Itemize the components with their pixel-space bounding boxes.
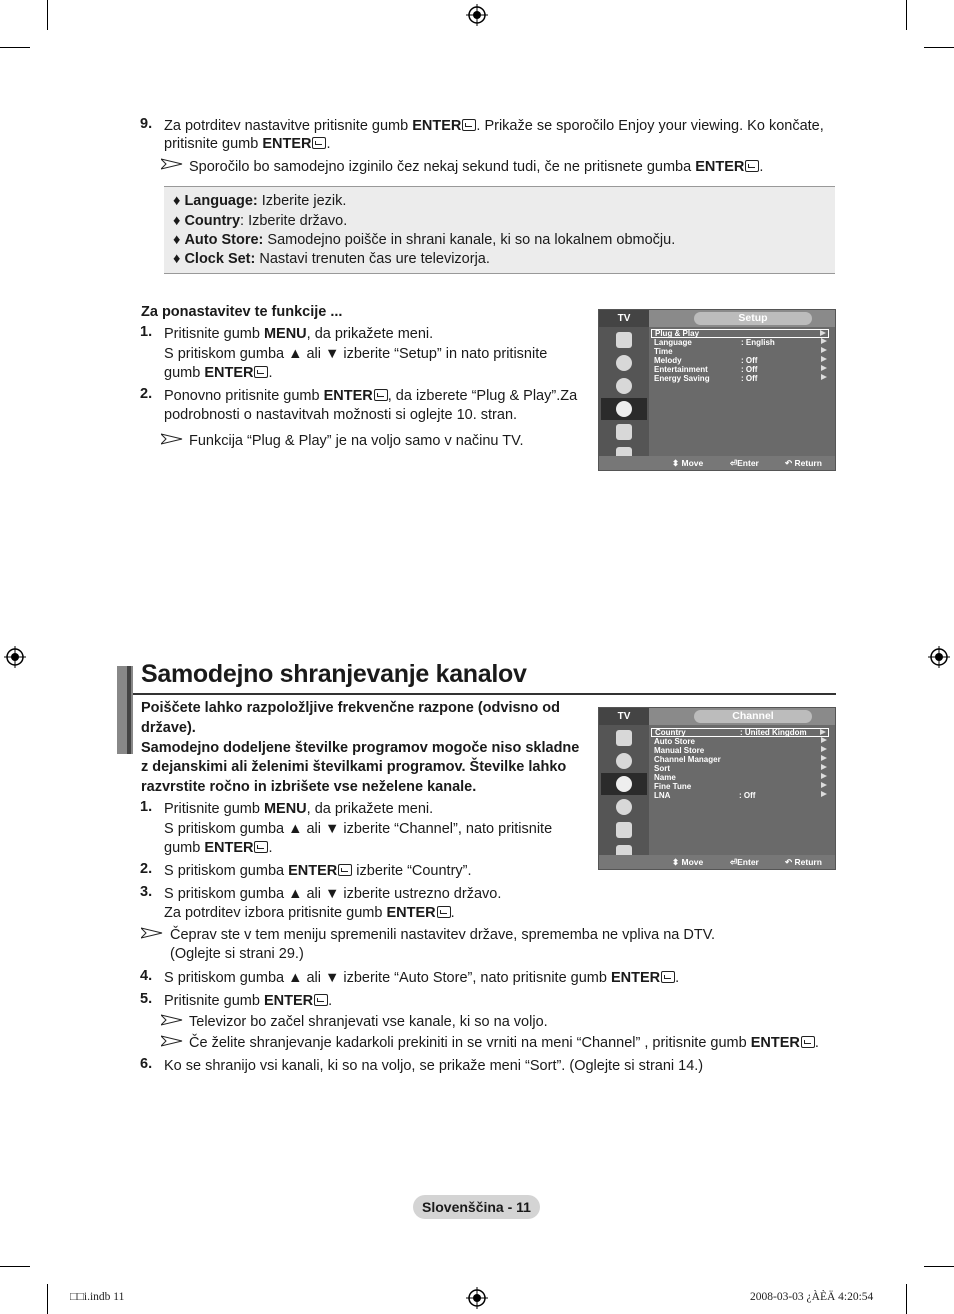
updown-arrow-icon: ⬍ bbox=[672, 458, 680, 468]
info-term: Clock Set: bbox=[184, 251, 256, 267]
step-text: Pritisnite gumb bbox=[164, 801, 264, 817]
step-text: , da izberete “Plug & Play”.Za bbox=[387, 388, 578, 404]
step-text: Ponovno pritisnite gumb bbox=[164, 388, 324, 404]
step-text: . Prikaže se sporočilo Enjoy your viewing. Ko končate, bbox=[476, 118, 824, 134]
osd-picture-icon[interactable] bbox=[601, 727, 647, 749]
enter-icon bbox=[374, 389, 388, 401]
osd-title: Channel bbox=[694, 710, 812, 723]
diamond-bullet-icon: ♦ bbox=[173, 251, 181, 267]
crop-mark bbox=[0, 1266, 30, 1267]
info-item bbox=[173, 193, 346, 209]
triangle-right-icon bbox=[821, 347, 827, 353]
info-desc: Izberite jezik. bbox=[257, 193, 347, 209]
osd-row-label: Country bbox=[655, 728, 686, 737]
crop-mark bbox=[0, 47, 30, 48]
enter-label: ENTER bbox=[610, 970, 661, 986]
note-arrow-icon bbox=[161, 433, 183, 445]
step-number: 2. bbox=[140, 386, 153, 402]
osd-row-label: Language bbox=[654, 338, 692, 347]
step-number: 6. bbox=[140, 1056, 153, 1072]
note-arrow-icon bbox=[161, 1014, 183, 1026]
enter-icon: ⏎ bbox=[730, 857, 738, 867]
reset-heading: Za ponastavitev te funkcije ... bbox=[141, 304, 343, 320]
osd-menu-row[interactable] bbox=[651, 773, 829, 782]
enter-icon bbox=[254, 366, 268, 378]
step-9-note bbox=[189, 157, 763, 177]
reset-step-1-line-2: S pritiskom gumba ▲ ali ▼ izberite “Setup” in nato pritisnite bbox=[164, 346, 548, 362]
triangle-right-icon bbox=[821, 374, 827, 380]
osd-menu-row[interactable] bbox=[651, 329, 829, 338]
osd-menu-row[interactable] bbox=[651, 737, 829, 746]
info-term: Language: bbox=[184, 193, 258, 209]
reset-step-2-line-2: podrobnosti o nastavitvah možnosti si oglejte 10. stran. bbox=[164, 407, 518, 423]
step-number: 2. bbox=[140, 861, 153, 877]
menu-label: MENU bbox=[263, 801, 307, 817]
step-text: gumb bbox=[164, 840, 205, 856]
diamond-bullet-icon: ♦ bbox=[173, 193, 181, 209]
info-desc: : Izberite državo. bbox=[240, 213, 348, 229]
step-2 bbox=[164, 861, 472, 881]
step-text: Za potrditev nastavitve pritisnite gumb bbox=[164, 118, 413, 134]
page-number-badge: Slovenščina - 11 bbox=[413, 1195, 540, 1219]
input-glyph bbox=[616, 822, 632, 838]
note-3 bbox=[189, 1033, 819, 1053]
osd-row-value: : Off bbox=[739, 791, 756, 800]
osd-row-label: Manual Store bbox=[654, 746, 705, 755]
picture-glyph bbox=[616, 332, 632, 348]
intro-line: Poiščete lahko razpoložljive frekvenčne razpone (odvisno od bbox=[141, 700, 560, 716]
osd-row-value: : United Kingdom bbox=[740, 728, 807, 737]
osd-menu-row[interactable] bbox=[651, 764, 829, 773]
return-arrow-icon: ↶ bbox=[785, 458, 793, 468]
osd-row-label: Plug & Play bbox=[655, 329, 700, 338]
sound-glyph bbox=[616, 753, 632, 769]
move-hint bbox=[672, 458, 703, 469]
info-desc: Nastavi trenuten čas ure televizorja. bbox=[255, 251, 490, 267]
step-6: Ko se shranijo vsi kanali, ki so na voljo, se prikaže meni “Sort”. (Oglejte si strani 14.) bbox=[164, 1058, 704, 1074]
note-text: Če želite shranjevanje kadarkoli prekiniti in se vrniti na meni “Channel” , pritisnite gumb bbox=[189, 1035, 751, 1051]
reset-step-2-line-1 bbox=[164, 386, 577, 406]
osd-row-label: Entertainment bbox=[654, 365, 708, 374]
reset-step-1-line-3 bbox=[164, 363, 273, 383]
enter-label: ENTER bbox=[288, 863, 338, 879]
osd-menu-row[interactable] bbox=[651, 791, 829, 800]
note-text: Sporočilo bo samodejno izginilo čez nekaj sekund tudi, če ne pritisnete gumba bbox=[189, 159, 696, 175]
triangle-right-icon bbox=[820, 330, 826, 336]
enter-label: ENTER bbox=[386, 905, 436, 921]
osd-input-icon[interactable] bbox=[601, 421, 647, 443]
osd-channel-icon[interactable] bbox=[601, 375, 647, 397]
step-9-line-1 bbox=[164, 116, 824, 136]
registration-mark-icon bbox=[928, 646, 950, 668]
osd-menu-row[interactable] bbox=[651, 356, 829, 365]
osd-menu-row[interactable] bbox=[651, 782, 829, 791]
enter-hint-label: Enter bbox=[737, 857, 759, 867]
step-text: izberite “Country”. bbox=[352, 863, 472, 879]
osd-picture-icon[interactable] bbox=[601, 329, 647, 351]
step-text: . bbox=[450, 905, 455, 921]
sound-glyph bbox=[616, 355, 632, 371]
triangle-right-icon bbox=[821, 338, 827, 344]
triangle-right-icon bbox=[821, 746, 827, 752]
osd-tv-label: TV bbox=[599, 310, 649, 327]
note-arrow-icon bbox=[161, 158, 183, 170]
registration-mark-icon bbox=[4, 646, 26, 668]
note-2: Televizor bo začel shranjevati vse kanale, ki so na voljo. bbox=[189, 1014, 548, 1030]
step-text: , da prikažete meni. bbox=[306, 326, 434, 342]
step-1-line-2: S pritiskom gumba ▲ ali ▼ izberite “Channel”, nato pritisnite bbox=[164, 821, 553, 837]
enter-label: ENTER bbox=[323, 388, 373, 404]
osd-title: Setup bbox=[694, 312, 812, 325]
step-text: . bbox=[268, 840, 273, 856]
step-number: 4. bbox=[140, 968, 153, 984]
osd-setup-icon[interactable] bbox=[601, 398, 647, 420]
diamond-bullet-icon: ♦ bbox=[173, 232, 181, 248]
crop-mark bbox=[924, 47, 954, 48]
osd-menu-row[interactable] bbox=[651, 755, 829, 764]
triangle-right-icon bbox=[821, 755, 827, 761]
info-box bbox=[164, 186, 835, 274]
osd-row-value: : English bbox=[741, 338, 775, 347]
step-text: gumb bbox=[164, 365, 205, 381]
osd-row-label: Channel Manager bbox=[654, 755, 721, 764]
enter-hint-label: Enter bbox=[737, 458, 759, 468]
triangle-right-icon bbox=[821, 365, 827, 371]
osd-row-label: LNA bbox=[654, 791, 671, 800]
osd-menu-row[interactable] bbox=[651, 338, 829, 347]
diamond-bullet-icon: ♦ bbox=[173, 213, 181, 229]
step-text: Pritisnite gumb bbox=[164, 993, 264, 1009]
enter-icon bbox=[462, 119, 476, 131]
osd-row-label: Auto Store bbox=[654, 737, 695, 746]
osd-row-label: Energy Saving bbox=[654, 374, 710, 383]
note-text: . bbox=[759, 159, 764, 175]
title-rule bbox=[133, 693, 836, 695]
osd-channel-icon[interactable] bbox=[601, 773, 647, 795]
return-label: Return bbox=[794, 458, 822, 468]
step-3-line-2 bbox=[164, 903, 455, 923]
intro-line: razvrstite ročno in izbrišete vse neželene kanale. bbox=[141, 779, 477, 795]
enter-label: ENTER bbox=[695, 159, 745, 175]
registration-mark-icon bbox=[466, 1287, 488, 1309]
note-1-line-2: (Oglejte si strani 29.) bbox=[170, 946, 304, 962]
osd-menu-row[interactable] bbox=[651, 746, 829, 755]
note-arrow-icon bbox=[161, 1035, 183, 1047]
move-label: Move bbox=[681, 857, 704, 867]
osd-bottombar bbox=[599, 456, 835, 470]
enter-icon: ⏎ bbox=[730, 458, 738, 468]
note-arrow-icon bbox=[141, 927, 163, 939]
info-item bbox=[173, 213, 347, 229]
picture-glyph bbox=[616, 730, 632, 746]
registration-mark-icon bbox=[466, 4, 488, 26]
osd-sound-icon[interactable] bbox=[601, 352, 647, 374]
step-text: S pritiskom gumba bbox=[164, 863, 289, 879]
osd-row-value: : Off bbox=[741, 374, 758, 383]
osd-menu-row[interactable] bbox=[651, 728, 829, 737]
osd-menu-row[interactable] bbox=[651, 374, 829, 383]
gear-glyph bbox=[616, 799, 632, 815]
enter-icon bbox=[661, 971, 675, 983]
step-number: 3. bbox=[140, 884, 153, 900]
intro-line: države). bbox=[141, 720, 196, 736]
osd-sidebar bbox=[599, 725, 649, 864]
triangle-right-icon bbox=[821, 773, 827, 779]
step-text: , da prikažete meni. bbox=[306, 801, 434, 817]
enter-icon bbox=[314, 994, 328, 1006]
osd-row-label: Melody bbox=[654, 356, 682, 365]
triangle-right-icon bbox=[821, 782, 827, 788]
return-arrow-icon: ↶ bbox=[785, 857, 793, 867]
enter-icon bbox=[254, 841, 268, 853]
crop-mark bbox=[47, 0, 48, 30]
step-text: Pritisnite gumb bbox=[164, 326, 264, 342]
osd-tv-label: TV bbox=[599, 708, 649, 725]
osd-row-label: Name bbox=[654, 773, 676, 782]
enter-label: ENTER bbox=[262, 136, 312, 152]
osd-sidebar bbox=[599, 327, 649, 465]
enter-icon bbox=[312, 137, 326, 149]
step-text: Za potrditev izbora pritisnite gumb bbox=[164, 905, 387, 921]
enter-icon bbox=[338, 864, 352, 876]
step-1-line-3 bbox=[164, 838, 273, 858]
step-number: 5. bbox=[140, 991, 153, 1007]
crop-mark bbox=[924, 1266, 954, 1267]
step-1-line-1 bbox=[164, 799, 433, 819]
osd-row-label: Sort bbox=[654, 764, 670, 773]
osd-menu-row[interactable] bbox=[651, 347, 829, 356]
return-hint bbox=[785, 857, 822, 868]
reset-step-1-line-1 bbox=[164, 324, 433, 344]
triangle-right-icon bbox=[820, 729, 826, 735]
enter-icon bbox=[801, 1036, 815, 1048]
triangle-right-icon bbox=[821, 737, 827, 743]
move-label: Move bbox=[681, 458, 704, 468]
osd-row-label: Time bbox=[654, 347, 673, 356]
step-text: . bbox=[675, 970, 680, 986]
enter-label: ENTER bbox=[204, 365, 254, 381]
enter-label: ENTER bbox=[412, 118, 462, 134]
triangle-right-icon bbox=[821, 356, 827, 362]
section-bar-accent bbox=[127, 666, 131, 754]
triangle-right-icon bbox=[821, 764, 827, 770]
note-1-line-1: Čeprav ste v tem meniju spremenili nastavitev države, sprememba ne vpliva na DTV. bbox=[170, 927, 716, 943]
step-number: 9. bbox=[140, 116, 153, 132]
intro-line: z dejanskimi ali želenimi številkami programov. Številke lahko bbox=[141, 759, 567, 775]
reset-note: Funkcija “Plug & Play” je na voljo samo v načinu TV. bbox=[189, 433, 524, 449]
print-date-info: 2008-03-03 ¿ÀÈÄ 4:20:54 bbox=[750, 1291, 874, 1303]
step-text: S pritiskom gumba ▲ ali ▼ izberite “Auto Store”, nato pritisnite gumb bbox=[164, 970, 611, 986]
print-file-info: □□i.indb 11 bbox=[70, 1291, 125, 1303]
step-5 bbox=[164, 991, 332, 1011]
crop-mark bbox=[906, 1284, 907, 1314]
note-text: . bbox=[814, 1035, 819, 1051]
step-number: 1. bbox=[140, 799, 153, 815]
enter-label: ENTER bbox=[263, 993, 314, 1009]
step-4 bbox=[164, 968, 679, 988]
info-item bbox=[173, 251, 490, 267]
return-hint bbox=[785, 458, 822, 469]
return-label: Return bbox=[794, 857, 822, 867]
osd-row-value: : Off bbox=[741, 365, 758, 374]
channel-glyph bbox=[616, 776, 632, 792]
triangle-right-icon bbox=[821, 791, 827, 797]
osd-channel-menu bbox=[598, 707, 836, 870]
enter-icon bbox=[745, 160, 759, 172]
menu-label: MENU bbox=[263, 326, 307, 342]
enter-icon bbox=[437, 906, 451, 918]
step-text: . bbox=[326, 136, 331, 152]
step-text: pritisnite gumb bbox=[164, 136, 263, 152]
osd-menu-row[interactable] bbox=[651, 365, 829, 374]
gear-glyph bbox=[616, 401, 632, 417]
enter-label: ENTER bbox=[750, 1035, 800, 1051]
crop-mark bbox=[906, 0, 907, 30]
step-3-line-1: S pritiskom gumba ▲ ali ▼ izberite ustrezno državo. bbox=[164, 886, 502, 902]
section-title: Samodejno shranjevanje kanalov bbox=[141, 660, 527, 688]
channel-glyph bbox=[616, 378, 632, 394]
step-text: . bbox=[328, 993, 333, 1009]
osd-row-value: : Off bbox=[741, 356, 758, 365]
osd-sound-icon[interactable] bbox=[601, 750, 647, 772]
step-9-line-2 bbox=[164, 134, 331, 154]
osd-input-icon[interactable] bbox=[601, 819, 647, 841]
enter-hint bbox=[730, 458, 759, 469]
osd-bottombar bbox=[599, 855, 835, 869]
step-text: . bbox=[268, 365, 273, 381]
step-number: 1. bbox=[140, 324, 153, 340]
osd-row-label: Fine Tune bbox=[654, 782, 692, 791]
input-glyph bbox=[616, 424, 632, 440]
enter-label: ENTER bbox=[204, 840, 254, 856]
osd-setup-menu bbox=[598, 309, 836, 471]
intro-line: Samodejno dodeljene številke programov mogoče niso skladne bbox=[141, 740, 580, 756]
osd-setup-icon[interactable] bbox=[601, 796, 647, 818]
crop-mark bbox=[47, 1284, 48, 1314]
move-hint bbox=[672, 857, 703, 868]
info-term: Country bbox=[184, 213, 241, 229]
updown-arrow-icon: ⬍ bbox=[672, 857, 680, 867]
info-desc: Samodejno poišče in shrani kanale, ki so na lokalnem območju. bbox=[263, 232, 676, 248]
info-item bbox=[173, 232, 675, 248]
enter-hint bbox=[730, 857, 759, 868]
info-term: Auto Store: bbox=[184, 232, 264, 248]
